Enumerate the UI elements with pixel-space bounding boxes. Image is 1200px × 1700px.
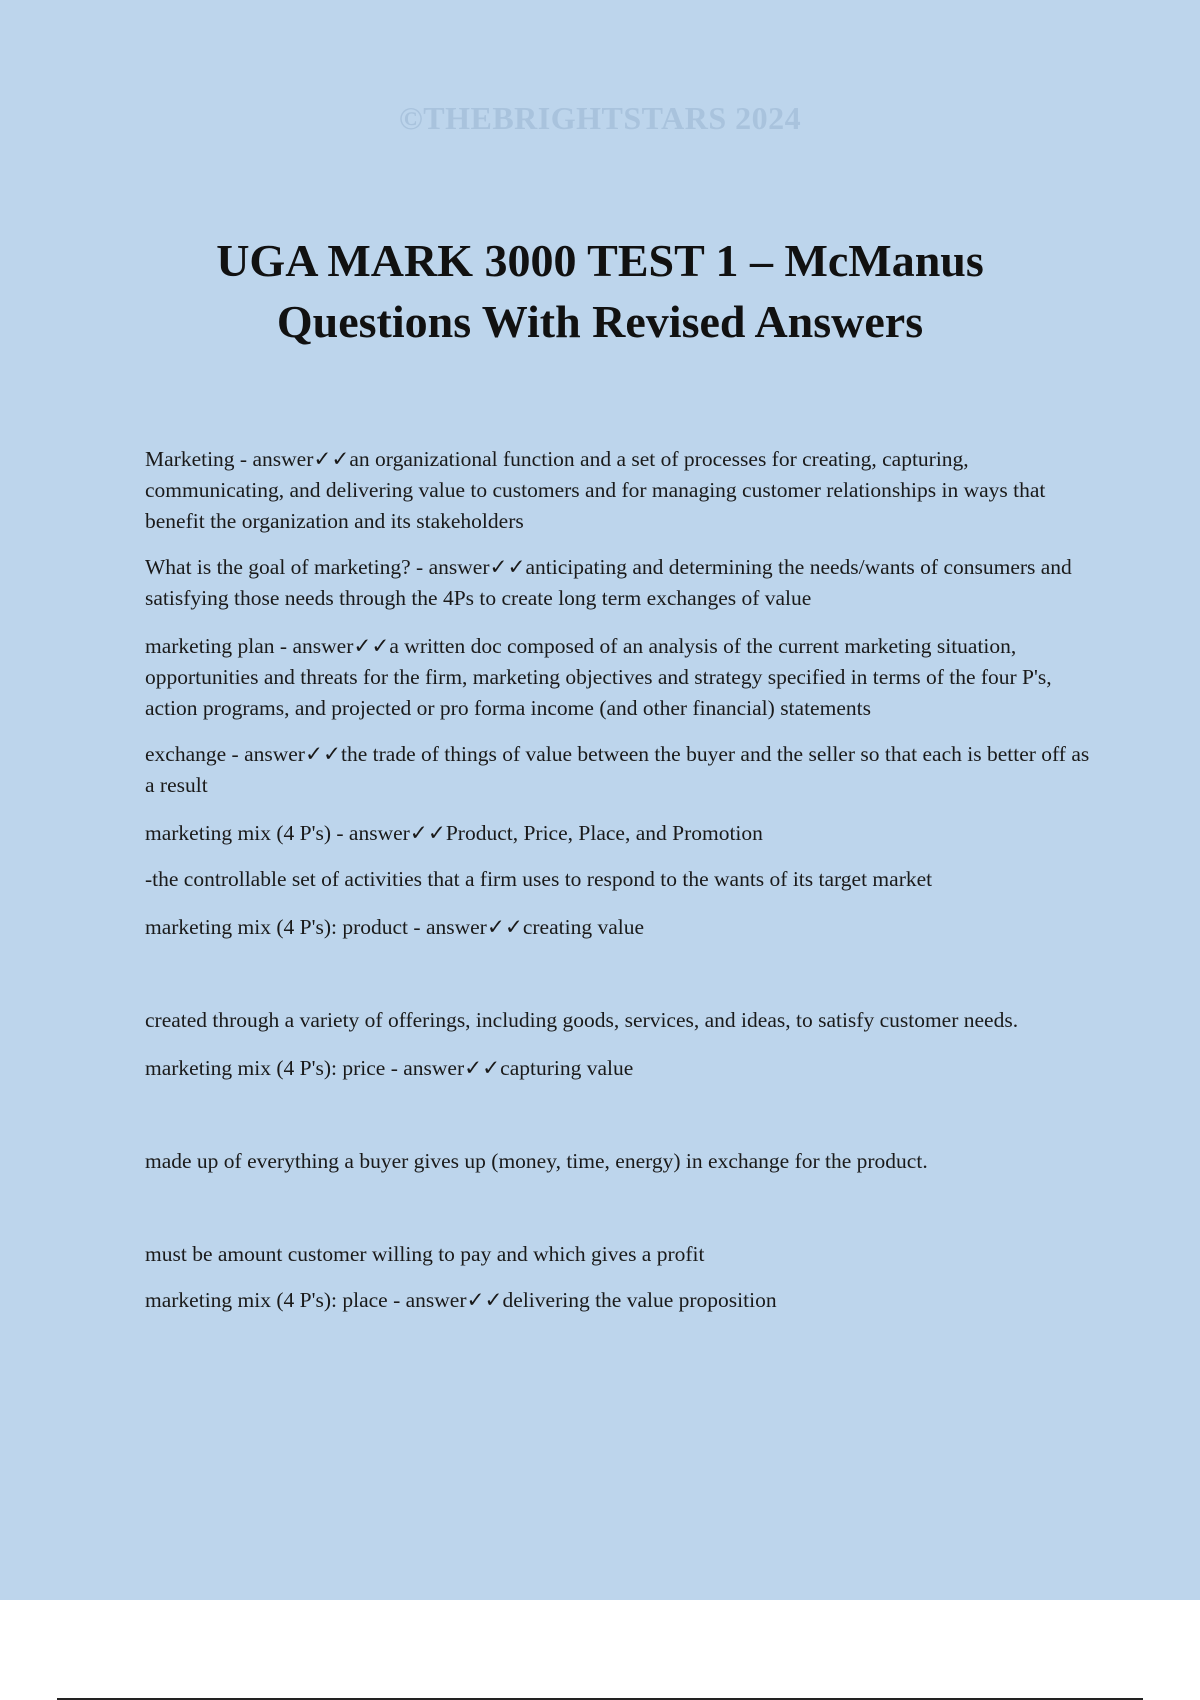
entry-exchange: exchange - answer✓✓the trade of things of value between the buyer and the seller so that each is better off as a result <box>145 742 1090 797</box>
entry-marketing-mix: marketing mix (4 P's) - answer✓✓Product, Price, Place, and Promotion <box>145 821 763 845</box>
entry-goal-of-marketing: What is the goal of marketing? - answer✓✓anticipating and determining the needs/wants of consumers and satisfying those needs through the 4Ps to create long term exchanges of value <box>145 555 1072 610</box>
entry-price-detail: made up of everything a buyer gives up (money, time, energy) in exchange for the product. <box>145 1149 928 1173</box>
entry-price-profit: must be amount customer willing to pay and which gives a profit <box>145 1242 705 1266</box>
document-body <box>145 444 1090 1316</box>
title-line-2: Questions With Revised Answers <box>276 296 924 347</box>
entry-marketing-plan: marketing plan - answer✓✓a written doc composed of an analysis of the current marketing situation, opportunities and threats for the firm, marketing objectives and strategy specified in terms of the four P's, action programs, and projected or pro forma income (and other financial) statements <box>145 634 1052 720</box>
entry-product: marketing mix (4 P's): product - answer✓✓creating value <box>145 915 645 939</box>
entry-marketing: Marketing - answer✓✓an organizational function and a set of processes for creating, capturing, communicating, and delivering value to customers and for managing customer relationships in ways that benefit the organization and its stakeholders <box>145 447 1046 533</box>
entry-marketing-mix-definition: -the controllable set of activities that a firm uses to respond to the wants of its target market <box>145 867 933 891</box>
entry-place: marketing mix (4 P's): place - answer✓✓delivering the value proposition <box>145 1288 777 1312</box>
entry-product-detail: created through a variety of offerings, including goods, services, and ideas, to satisfy customer needs. <box>145 1008 1019 1032</box>
title-line-1: UGA MARK 3000 TEST 1 – McManus <box>216 235 984 286</box>
entry-price: marketing mix (4 P's): price - answer✓✓capturing value <box>145 1056 634 1080</box>
document-title <box>0 230 1200 352</box>
watermark: ©THEBRIGHTSTARS 2024 <box>398 100 802 136</box>
